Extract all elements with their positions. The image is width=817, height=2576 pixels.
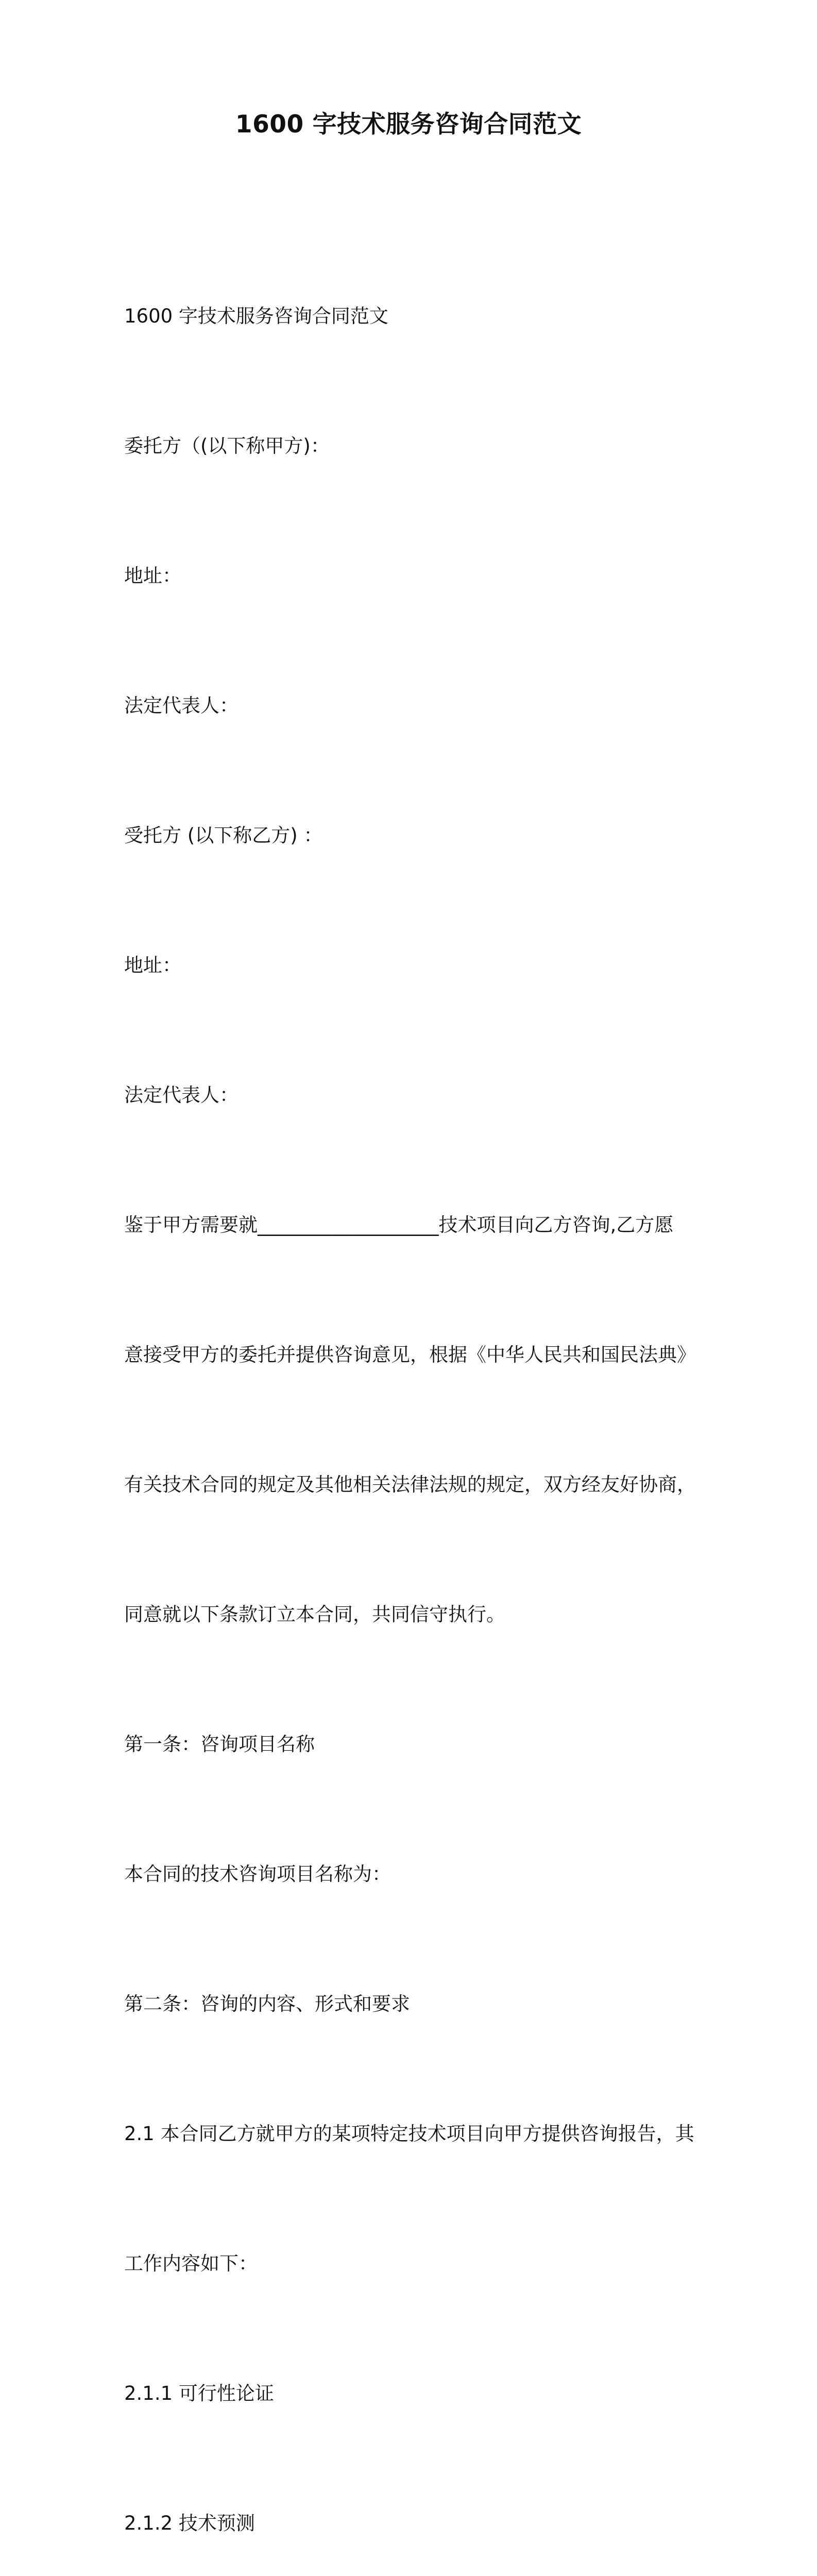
- body-line-consultant-representative: 法定代表人：: [124, 1084, 239, 1106]
- body-line-preamble-1: 鉴于甲方需要就___________________技术项目向乙方咨询,乙方愿: [124, 1214, 674, 1236]
- clause-2-1-line-2: 工作内容如下：: [124, 2252, 258, 2275]
- article-1-heading: 第一条：咨询项目名称: [124, 1733, 315, 1755]
- body-line-heading: 1600 字技术服务咨询合同范文: [124, 305, 388, 327]
- clause-2-1-1: 2.1.1 可行性论证: [124, 2382, 274, 2404]
- clause-2-1-line-1: 2.1 本合同乙方就甲方的某项特定技术项目向甲方提供咨询报告，其: [124, 2123, 694, 2145]
- document-title: 1600 字技术服务咨询合同范文: [235, 110, 582, 139]
- article-1-text: 本合同的技术咨询项目名称为：: [124, 1863, 391, 1885]
- clause-2-1-2: 2.1.2 技术预测: [124, 2512, 255, 2534]
- body-line-preamble-3: 有关技术合同的规定及其他相关法律法规的规定，双方经友好协商，: [124, 1473, 696, 1496]
- body-line-preamble-4: 同意就以下条款订立本合同，共同信守执行。: [124, 1603, 505, 1625]
- body-line-client-representative: 法定代表人：: [124, 694, 239, 717]
- body-line-consultant-address: 地址：: [124, 954, 181, 976]
- article-2-heading: 第二条：咨询的内容、形式和要求: [124, 1993, 410, 2015]
- body-line-preamble-2: 意接受甲方的委托并提供咨询意见，根据《中华人民共和国民法典》: [124, 1344, 696, 1366]
- document-body: [124, 208, 701, 2576]
- body-line-client-address: 地址：: [124, 565, 181, 587]
- body-line-client: 委托方（(以下称甲方)：: [124, 435, 330, 457]
- body-line-consultant: 受托方 (以下称乙方) ：: [124, 824, 323, 846]
